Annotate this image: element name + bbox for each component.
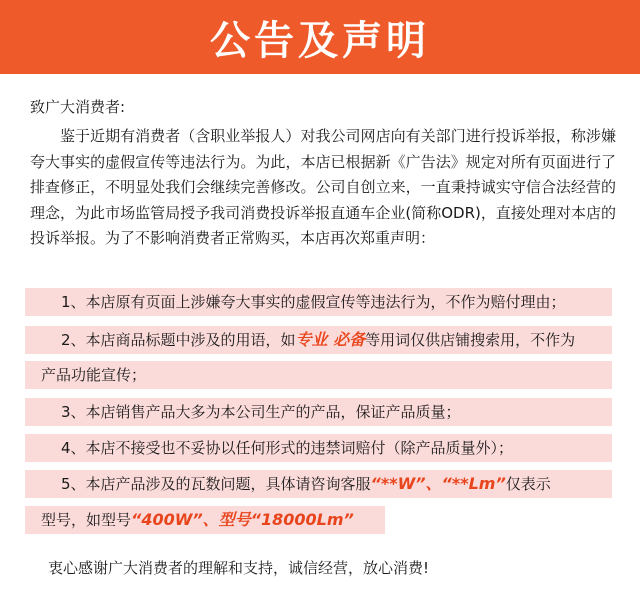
notice-item-2-post: 等用词仅供店铺搜索用，不作为 [365, 331, 576, 349]
page-title: 公告及声明 [210, 17, 430, 64]
notice-item-2-text [61, 326, 575, 354]
notice-item-4 [25, 434, 612, 462]
closing-line: 衷心感谢广大消费者的理解和支持，诚信经营，放心消费! [48, 559, 430, 577]
notice-item-1 [25, 288, 612, 316]
notice-item-5-pre: 5、本店产品涉及的瓦数问题，具体请咨询客服 [61, 475, 371, 493]
highlight-wattage: “**W”、“**Lm” [370, 474, 506, 493]
notice-item-3 [25, 398, 612, 426]
highlight-keywords: 专业 必备 [295, 330, 366, 349]
notice-item-5 [25, 470, 612, 498]
notice-item-3-text: 3、本店销售产品大多为本公司生产的产品，保证产品质量； [61, 403, 461, 421]
header-banner [0, 0, 640, 74]
notice-item-2-pre: 2、本店商品标题中涉及的用语，如 [61, 331, 296, 349]
notice-item-5-text [61, 470, 551, 498]
highlight-model: “400W”、型号“18000Lm” [131, 510, 354, 529]
notice-item-5-cont [25, 506, 385, 534]
notice-item-5-cont-pre: 型号，如型号 [41, 511, 132, 529]
notice-item-5-cont-text [41, 506, 354, 534]
notice-item-5-post: 仅表示 [505, 475, 551, 493]
notice-item-2-cont [25, 361, 612, 389]
notice-item-2-cont-text: 产品功能宣传； [41, 366, 147, 384]
greeting: 致广大消费者: [30, 98, 126, 116]
intro-paragraph: 鉴于近期有消费者（含职业举报人）对我公司网店向有关部门进行投诉举报，称涉嫌夸大事实的虚假宣传等违法行为。为此，本店已根据新《广告法》规定对所有页面进行了排查修正，不明显处我们会继续完善修改。公司自创立来，一直秉持诚实守信合法经营的理念，为此市场监管局授予我司消费投诉举报直通车企业(简称ODR)，直接处理对本店的投诉举报。为了不影响消费者正常购买，本店再次郑重声明： [30, 127, 616, 248]
notice-item-1-text: 1、本店原有页面上涉嫌夸大事实的虚假宣传等违法行为，不作为赔付理由； [61, 293, 566, 311]
notice-item-4-text: 4、本店不接受也不妥协以任何形式的违禁词赔付（除产品质量外）； [61, 439, 514, 457]
notice-item-2 [25, 326, 612, 354]
